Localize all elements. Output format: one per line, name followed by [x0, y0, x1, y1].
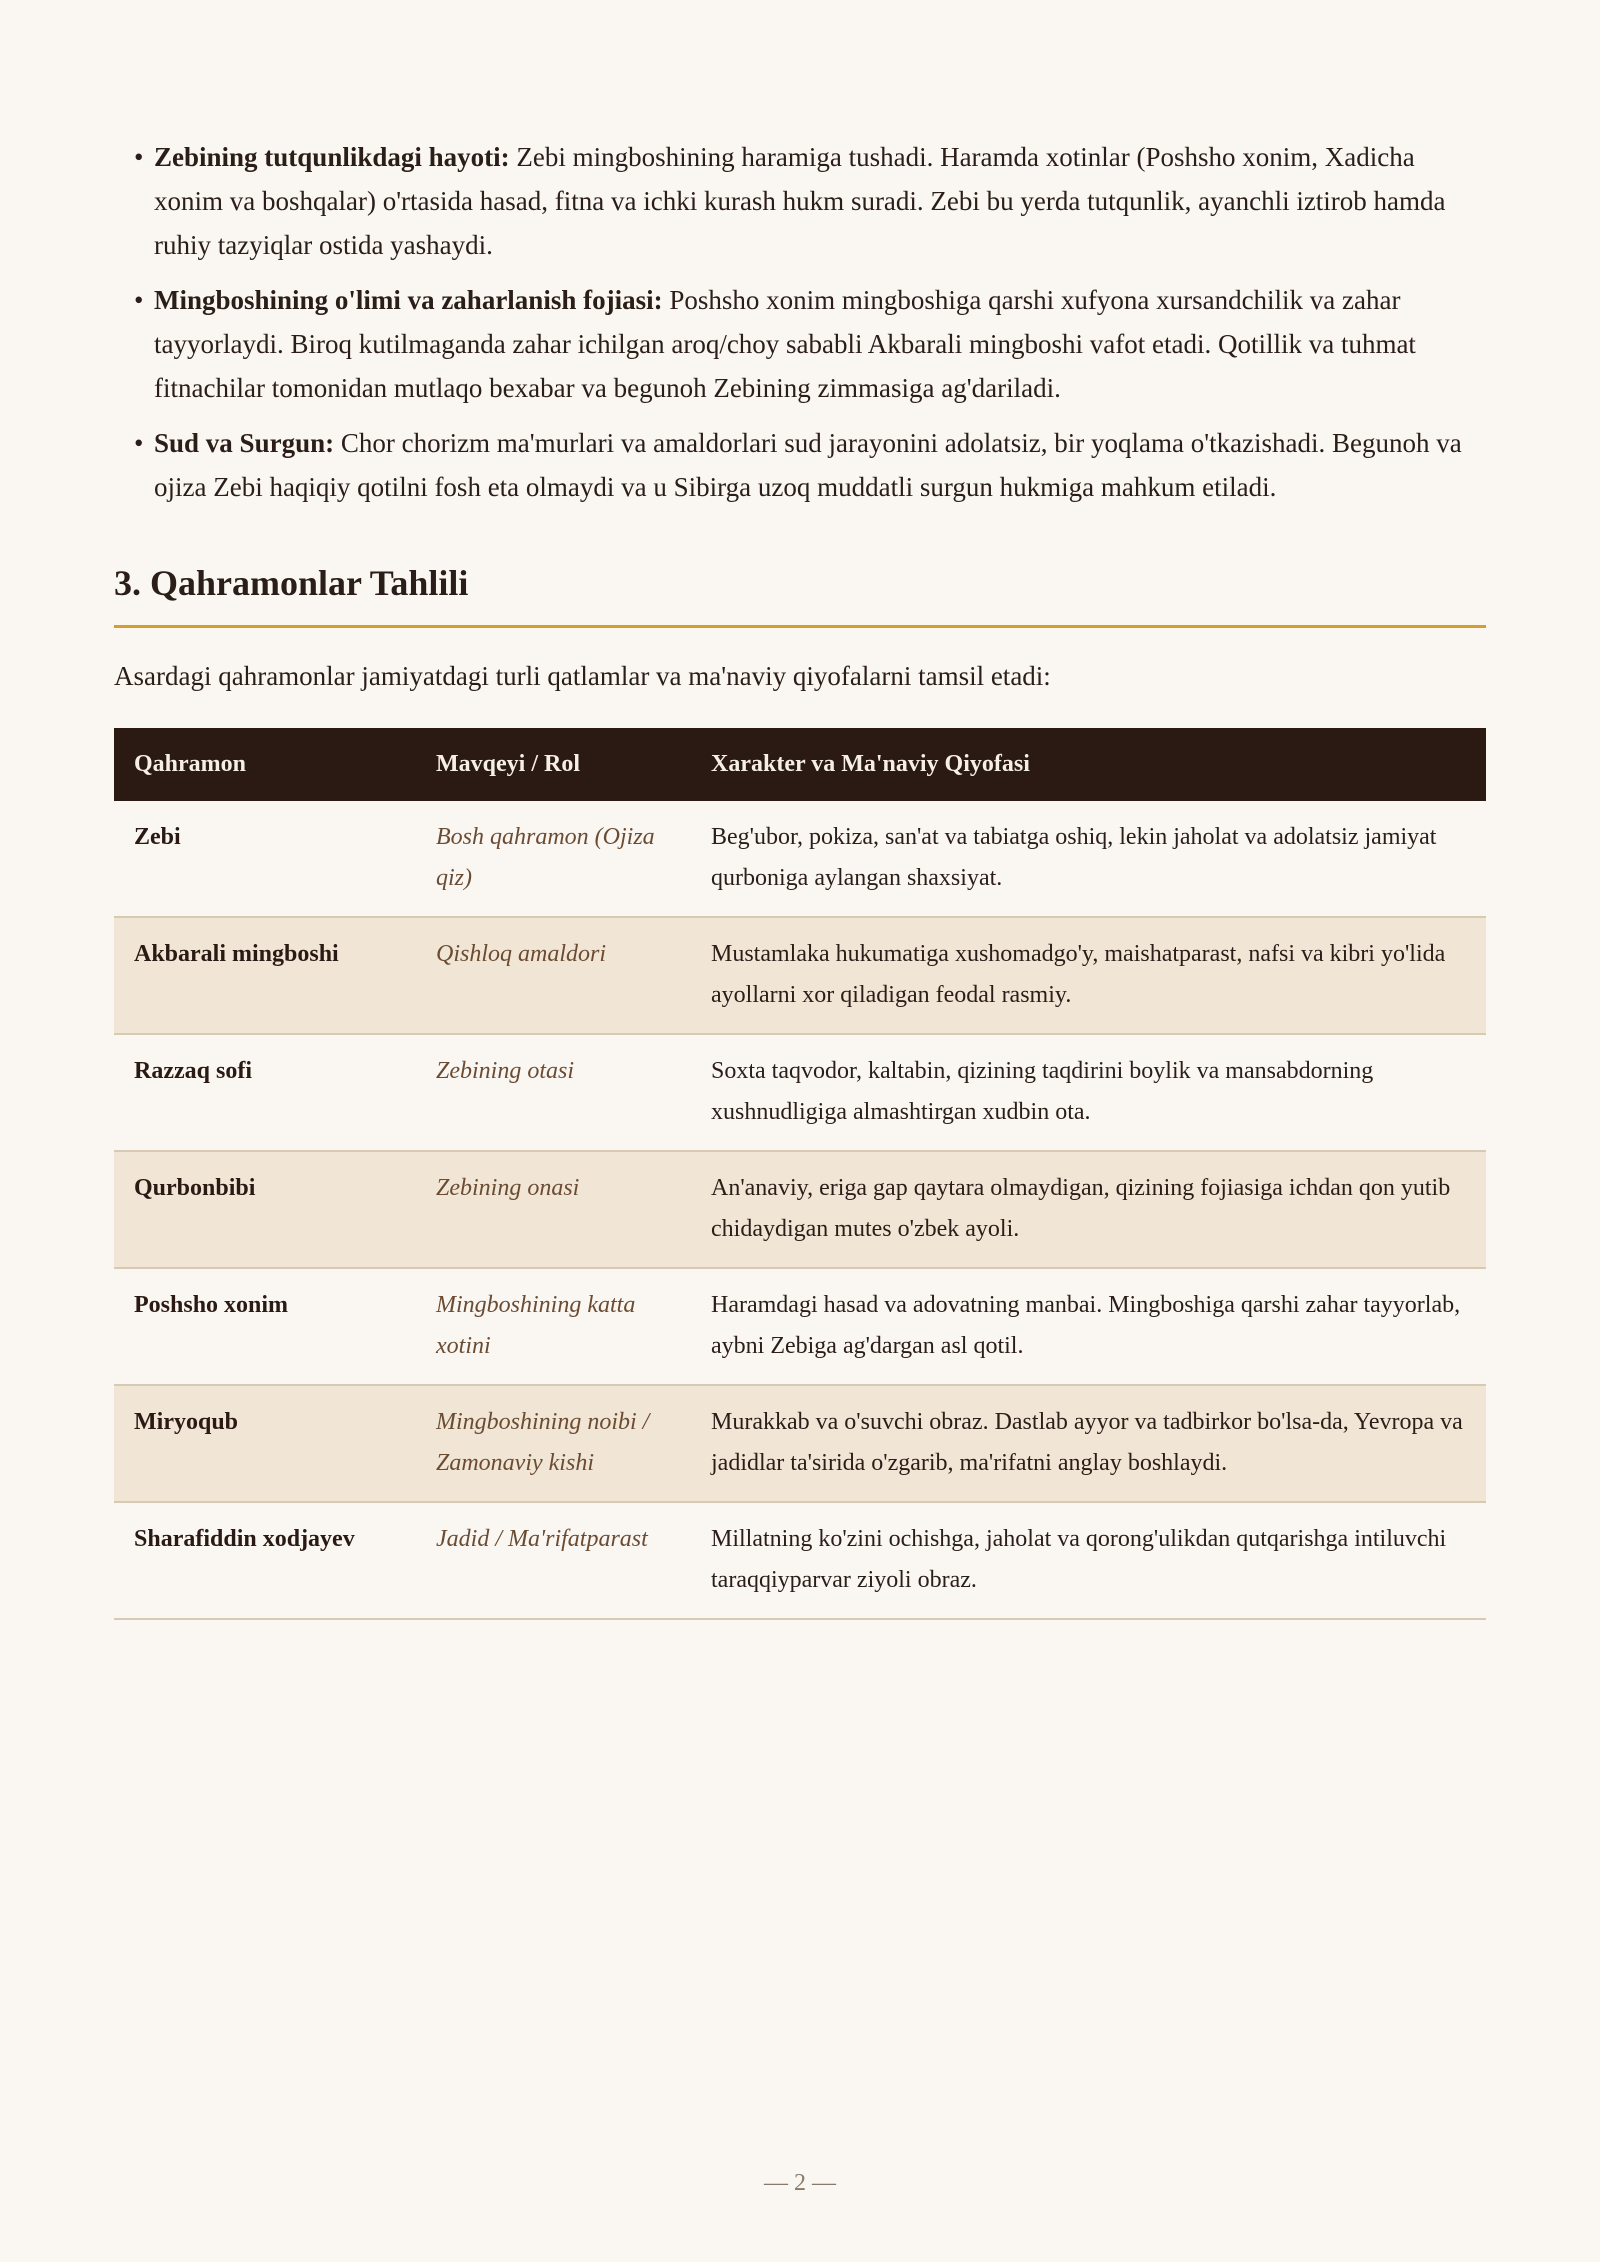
bullet-text: Poshsho xonim mingboshiga qarshi xufyona xursandchilik va zahar tayyorlaydi. Biroq kutilmaganda zahar ichilgan aroq/choy sababli Akbarali mingboshi vafot etadi. Qotillik va tuhmat fitnachilar tomonidan mutlaqo bexabar va begunoh Zebining zimmasiga ag'dariladi.	[154, 285, 1416, 403]
character-description: Soxta taqvodor, kaltabin, qizining taqdirini boylik va mansabdorning xushnudligiga almashtirgan xudbin ota.	[691, 1034, 1486, 1151]
page-number: — 2 —	[764, 2170, 836, 2196]
column-header-character: Qahramon	[114, 728, 416, 801]
character-name: Zebi	[114, 801, 416, 917]
list-item	[114, 278, 1486, 410]
character-name: Poshsho xonim	[114, 1268, 416, 1385]
character-description: An'anaviy, eriga gap qaytara olmaydigan, qizining fojiasiga ichdan qon yutib chidaydigan mutes o'zbek ayoli.	[691, 1151, 1486, 1268]
column-header-role: Mavqeyi / Rol	[416, 728, 691, 801]
table-row	[114, 1034, 1486, 1151]
table-row	[114, 917, 1486, 1034]
bullet-icon: •	[134, 428, 144, 458]
characters-table	[114, 728, 1486, 1620]
character-name: Miryoqub	[114, 1385, 416, 1502]
plot-bullet-list	[114, 135, 1486, 509]
table-row	[114, 801, 1486, 917]
column-header-description: Xarakter va Ma'naviy Qiyofasi	[691, 728, 1486, 801]
section-heading: 3. Qahramonlar Tahlili	[114, 559, 1486, 628]
bullet-icon: •	[134, 285, 144, 315]
table-row	[114, 1268, 1486, 1385]
character-role: Qishloq amaldori	[416, 917, 691, 1034]
bullet-text: Zebi mingboshining haramiga tushadi. Haramda xotinlar (Poshsho xonim, Xadicha xonim va boshqalar) o'rtasida hasad, fitna va ichki kurash hukm suradi. Zebi bu yerda tutqunlik, ayanchli iztirob hamda ruhiy tazyiqlar ostida yashaydi.	[154, 142, 1446, 260]
bullet-icon: •	[134, 142, 144, 172]
character-role: Jadid / Ma'rifatparast	[416, 1502, 691, 1619]
document-page	[114, 135, 1486, 1620]
character-description: Haramdagi hasad va adovatning manbai. Mingboshiga qarshi zahar tayyorlab, aybni Zebiga ag'dargan asl qotil.	[691, 1268, 1486, 1385]
character-role: Bosh qahramon (Ojiza qiz)	[416, 801, 691, 917]
list-item	[114, 135, 1486, 267]
character-role: Zebining otasi	[416, 1034, 691, 1151]
character-name: Qurbonbibi	[114, 1151, 416, 1268]
character-name: Sharafiddin xodjayev	[114, 1502, 416, 1619]
table-row	[114, 1151, 1486, 1268]
table-header-row	[114, 728, 1486, 801]
character-role: Mingboshining katta xotini	[416, 1268, 691, 1385]
character-role: Mingboshining noibi / Zamonaviy kishi	[416, 1385, 691, 1502]
list-item	[114, 421, 1486, 509]
table-row	[114, 1385, 1486, 1502]
character-role: Zebining onasi	[416, 1151, 691, 1268]
character-description: Beg'ubor, pokiza, san'at va tabiatga oshiq, lekin jaholat va adolatsiz jamiyat qurboniga aylangan shaxsiyat.	[691, 801, 1486, 917]
character-name: Akbarali mingboshi	[114, 917, 416, 1034]
character-name: Razzaq sofi	[114, 1034, 416, 1151]
character-description: Murakkab va o'suvchi obraz. Dastlab ayyor va tadbirkor bo'lsa-da, Yevropa va jadidlar ta'sirida o'zgarib, ma'rifatni anglay boshlaydi.	[691, 1385, 1486, 1502]
section-intro: Asardagi qahramonlar jamiyatdagi turli qatlamlar va ma'naviy qiyofalarni tamsil etadi:	[114, 661, 1051, 691]
bullet-title: Zebining tutqunlikdagi hayoti:	[154, 142, 510, 172]
bullet-text: Chor chorizm ma'murlari va amaldorlari sud jarayonini adolatsiz, bir yoqlama o'tkazishadi. Begunoh va ojiza Zebi haqiqiy qotilni fosh eta olmaydi va u Sibirga uzoq muddatli surgun hukmiga mahkum etiladi.	[154, 428, 1462, 502]
bullet-title: Sud va Surgun:	[154, 428, 335, 458]
character-description: Millatning ko'zini ochishga, jaholat va qorong'ulikdan qutqarishga intiluvchi taraqqiyparvar ziyoli obraz.	[691, 1502, 1486, 1619]
table-row	[114, 1502, 1486, 1619]
character-description: Mustamlaka hukumatiga xushomadgo'y, maishatparast, nafsi va kibri yo'lida ayollarni xor qiladigan feodal rasmiy.	[691, 917, 1486, 1034]
bullet-title: Mingboshining o'limi va zaharlanish fojiasi:	[154, 285, 663, 315]
